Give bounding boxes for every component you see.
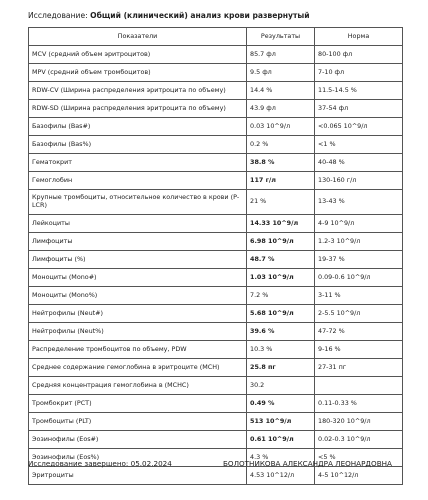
table-row <box>29 359 403 377</box>
norm-cell: <1 % <box>315 136 403 154</box>
column-header-result: Результаты <box>247 28 315 46</box>
norm-cell: 130-160 г/л <box>315 172 403 190</box>
result-cell: 4.53 10^12/л <box>247 467 315 485</box>
indicator-cell: Крупные тромбоциты, относительное количество в крови (P-LCR) <box>29 190 247 215</box>
norm-cell: 1.2-3 10^9/л <box>315 233 403 251</box>
norm-cell: 47-72 % <box>315 323 403 341</box>
norm-cell: 0.09-0.6 10^9/л <box>315 269 403 287</box>
norm-cell: 40-48 % <box>315 154 403 172</box>
result-cell: 5.68 10^9/л <box>247 305 315 323</box>
result-cell: 10.3 % <box>247 341 315 359</box>
indicator-cell: Тромбокрит (PCT) <box>29 395 247 413</box>
result-cell: 1.03 10^9/л <box>247 269 315 287</box>
norm-cell: 11.5-14.5 % <box>315 82 403 100</box>
column-header-indicator: Показатели <box>29 28 247 46</box>
result-cell: 0.2 % <box>247 136 315 154</box>
norm-cell: <0.065 10^9/л <box>315 118 403 136</box>
result-cell: 85.7 фл <box>247 46 315 64</box>
norm-cell: 180-320 10^9/л <box>315 413 403 431</box>
norm-cell: <5 % <box>315 449 403 467</box>
indicator-cell: Базофилы (Bas#) <box>29 118 247 136</box>
indicator-cell: Гематокрит <box>29 154 247 172</box>
indicator-cell: Моноциты (Mono%) <box>29 287 247 305</box>
table-row <box>29 215 403 233</box>
result-cell: 9.5 фл <box>247 64 315 82</box>
table-row <box>29 82 403 100</box>
result-cell: 7.2 % <box>247 287 315 305</box>
indicator-cell: Эритроциты <box>29 467 247 485</box>
table-row <box>29 269 403 287</box>
indicator-cell: Нейтрофилы (Neut#) <box>29 305 247 323</box>
page-title <box>28 11 310 20</box>
norm-cell: 37-54 фл <box>315 100 403 118</box>
test-name: Общий (клинический) анализ крови развернутый <box>90 11 310 20</box>
indicator-cell: RDW-CV (Ширина распределения эритроцита по объему) <box>29 82 247 100</box>
table-row <box>29 251 403 269</box>
norm-cell: 27-31 пг <box>315 359 403 377</box>
table-row <box>29 233 403 251</box>
table-row <box>29 413 403 431</box>
indicator-cell: Лейкоциты <box>29 215 247 233</box>
indicator-cell: Эозинофилы (Eos#) <box>29 431 247 449</box>
indicator-cell: Распределение тромбоцитов по объему, PDW <box>29 341 247 359</box>
result-cell: 14.4 % <box>247 82 315 100</box>
norm-cell: 13-43 % <box>315 190 403 215</box>
results-table <box>28 27 403 485</box>
patient-name: БОЛОТНИКОВА АЛЕКСАНДРА ЛЕОНАРДОВНА <box>223 459 392 468</box>
result-cell: 21 % <box>247 190 315 215</box>
table-row <box>29 190 403 215</box>
table-row <box>29 305 403 323</box>
table-row <box>29 136 403 154</box>
result-cell: 513 10^9/л <box>247 413 315 431</box>
indicator-cell: MCV (средний объем эритроцитов) <box>29 46 247 64</box>
indicator-cell: Лимфоциты <box>29 233 247 251</box>
indicator-cell: RDW-SD (Ширина распределения эритроцита по объему) <box>29 100 247 118</box>
norm-cell: 0.11-0.33 % <box>315 395 403 413</box>
table-row <box>29 64 403 82</box>
table-header-row <box>29 28 403 46</box>
result-cell: 0.03 10^9/л <box>247 118 315 136</box>
norm-cell: 9-16 % <box>315 341 403 359</box>
indicator-cell: Эозинофилы (Eos%) <box>29 449 247 467</box>
indicator-cell: Лимфоциты (%) <box>29 251 247 269</box>
norm-cell: 0.02-0.3 10^9/л <box>315 431 403 449</box>
result-cell: 4.3 % <box>247 449 315 467</box>
result-cell: 117 г/л <box>247 172 315 190</box>
indicator-cell: Среднее содержание гемоглобина в эритроците (MCH) <box>29 359 247 377</box>
result-cell: 38.8 % <box>247 154 315 172</box>
result-cell: 39.6 % <box>247 323 315 341</box>
table-row <box>29 341 403 359</box>
table-row <box>29 467 403 485</box>
indicator-cell: Нейтрофилы (Neut%) <box>29 323 247 341</box>
table-row <box>29 100 403 118</box>
result-cell: 6.98 10^9/л <box>247 233 315 251</box>
table-row <box>29 46 403 64</box>
result-cell: 14.33 10^9/л <box>247 215 315 233</box>
title-prefix: Исследование: <box>28 11 91 20</box>
result-cell: 0.61 10^9/л <box>247 431 315 449</box>
result-cell: 0.49 % <box>247 395 315 413</box>
table-row <box>29 377 403 395</box>
table-row <box>29 118 403 136</box>
norm-cell: 4-5 10^12/л <box>315 467 403 485</box>
norm-cell: 3-11 % <box>315 287 403 305</box>
table-row <box>29 323 403 341</box>
indicator-cell: Тромбоциты (PLT) <box>29 413 247 431</box>
indicator-cell: MPV (средний объем тромбоцитов) <box>29 64 247 82</box>
indicator-cell: Средняя концентрация гемоглобина в (MCHC) <box>29 377 247 395</box>
completion-date: Исследование завершено: 05.02.2024 <box>28 459 172 468</box>
norm-cell: 4-9 10^9/л <box>315 215 403 233</box>
result-cell: 43.9 фл <box>247 100 315 118</box>
result-cell: 30.2 <box>247 377 315 395</box>
indicator-cell: Моноциты (Mono#) <box>29 269 247 287</box>
table-row <box>29 395 403 413</box>
table-row <box>29 154 403 172</box>
norm-cell: 7-10 фл <box>315 64 403 82</box>
norm-cell: 19-37 % <box>315 251 403 269</box>
table-row <box>29 431 403 449</box>
table-row <box>29 287 403 305</box>
indicator-cell: Гемоглобин <box>29 172 247 190</box>
result-cell: 48.7 % <box>247 251 315 269</box>
indicator-cell: Базофилы (Bas%) <box>29 136 247 154</box>
table-row <box>29 172 403 190</box>
norm-cell: 2-5.5 10^9/л <box>315 305 403 323</box>
result-cell: 25.8 пг <box>247 359 315 377</box>
norm-cell: 80-100 фл <box>315 46 403 64</box>
column-header-norm: Норма <box>315 28 403 46</box>
norm-cell <box>315 377 403 395</box>
